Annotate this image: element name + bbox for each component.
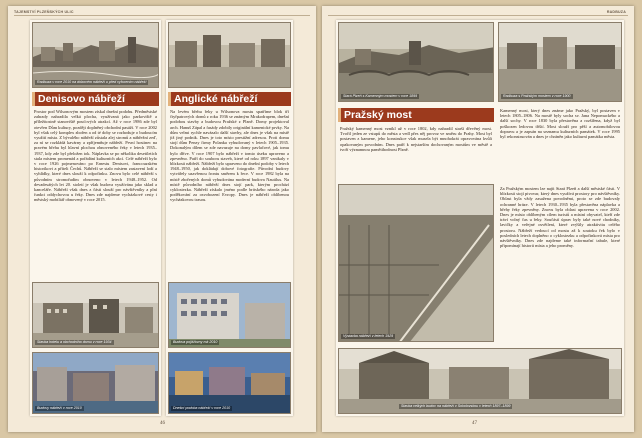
photo-embankment-today (168, 352, 291, 414)
running-header: RADBUZA (606, 10, 626, 14)
photo-radbuza-bridge (498, 22, 622, 102)
photo-caption: Radbuza v roce 2010 na dobovém nábřeží u před vyfocením nábřeží (37, 80, 147, 85)
photo-historic-embankment (168, 22, 291, 88)
header-rule (328, 15, 628, 16)
photo-embankment-construction (338, 184, 494, 342)
photo-caption: Stará Plzeň s Kamenným mostem v roce 1899 (343, 94, 418, 99)
right-page (322, 6, 634, 432)
article-body: Na levém břehu řeky u Wilsonova mostu spatříme blok tří čtyřpatrových domů z roku 1936 se známým Mrakodrapem, dnešní podobou stavby a budovou Pražské z Plzně. Domy projektoval arch. Hanuš Zápal a fasády zdobily originální kamenické prvky. Na dům velmi rychle navázalo další stavby, ale dnes je však na místě již jiný podnik. Dnes je toto místo prestižní adresou. Proti domu stojí dům Penzy firmy Polanka vybudovaný v letech 1905–1935. Dokonalým dílem se zde navazuje na domy pavlačové, jak tomu bylo dříve. V roce 1907 bylo nábřeží v tomto úseku upraveno a zpevněno. Patří do souboru staveb, které od roku 1897 vznikaly v blízkosti nábřeží. Nábřeží bylo upraveno do dnešní podoby v letech 1948–1950, jak dokládají dobové fotografie. Původní budovy vytvářely uzavřenou frontu směrem k řece. V roce 1982 byla na místě zbořených domů vybudována moderní budova Nautilus. Na místě původního nábřeží dnes stojí park, kterým prochází cyklostezka. Nábřeží získalo jméno podle britského národa jako poděkování za osvobození Evropy. Dnes je nábřeží oblíbenou vycházkovou trasou. (170, 109, 289, 203)
section-heading (338, 108, 494, 122)
photo-caption: Dnešní podoba nábřeží v roce 2010 (173, 406, 231, 411)
photo-caption: Stavba velkých budov na nábřeží v Sokolovskou v letech 1897–1899 (401, 404, 511, 409)
photo-caption: Radbuza s Pražským mostem v roce 1900 (503, 94, 571, 99)
section-heading (32, 92, 159, 106)
heading-text: Pražský most (344, 109, 412, 121)
photo-historic-buildings (338, 348, 622, 414)
section-heading (168, 92, 291, 106)
photo-riverside-buildings (32, 352, 159, 414)
photo-old-plzen-bridge (338, 22, 494, 102)
heading-text: Anglické nábřeží (174, 93, 258, 105)
article-body: Prostor pod Wilsonovým mostem získal dnešní podobu. Předměstské zahrady nahradila velká plocha, využívaná jako parkoviště a příležitostně stanoviště pouťových atrakcí. Až v roce 1986 zde byl otevřen Dům kultury, později doplněný obchodní pasáží. V roce 2002 byl však celý komplex zbořen a od té doby se rozhoduje o budoucím využití místa. Z bývalého nábřeží zůstala alej stromů a nábřežní zeď, za ní se rozkládá kavárny a zpříjemňuje nábřeží. První hostinec na pravém břehu byl hlavní plochou obnoveného řeky v letech 1935–1937, kdy zde byl přeložen tok. Náplavka se po několika desetiletích stala místem promenád a pořádání kulturních akcí. Celé nábřeží bylo v roce 1926 pojmenováno po Ernestu Denisovi, francouzském historikovi a příteli Čechů. Nábřeží se stalo místem zastavení lodí a vyhlídky, které dnes slouží k odpočinku. Znovu bylo celé nábřeží s původním stromořadím obnoveno v letech 1948–1952. Od devadesátých let 20. století je však budova využívána jako sklad a kanceláře. Nábřeží však dnes z části slouží pro návštěvníky a plní funkci oddychovou u řeky. Dnes zde najdeme vycházkové cesty i městský mobiliář obnovený v roce 2015. (34, 109, 157, 203)
photo-hotel-construction (32, 282, 159, 348)
left-page (8, 6, 316, 432)
page-number: 47 (472, 421, 477, 426)
heading-text: Denisovo nábřeží (38, 93, 125, 105)
header-rule (14, 15, 310, 16)
photo-insurance-building (168, 282, 291, 348)
running-header: TAJEMSTVÍ PLZEŇSKÝCH ULIC (14, 10, 74, 14)
article-column-denisovo (30, 20, 161, 416)
article-body-right-mid: Za Pražským mostem lze najít Stará Plzeň a další městské části. V blízkosti stojí pivovar, který dnes využívá prostory pro návštěvníky. Oblast byla vždy zasažena povodněmi, proto se zde budovaly ochranné hráze. V letech 1930–1935 byla přestavěna náplavka a břehy řeky zpevněny. Znovu byla oblast upravena v roce 2002. Dnes je místo oblíbeným cílem turistů a místní obyvatel, kteří zde tráví volný čas u řeky. Součástí úprav byly také nové chodníky, lavičky a veřejné osvětlení, které zvýšily atraktivitu celého prostoru. Nábřeží vedoucí od mostu až k soutoku řek bylo v posledních letech doplněno o cyklostezku a odpočinková místa pro návštěvníky. Dnes zde najdeme také informační tabule, které připomínají historii místa a jeho proměny. (500, 186, 620, 249)
page-number: 46 (160, 421, 165, 426)
photo-caption: Budovy nábřeží v roce 2010 (37, 406, 82, 411)
photo-caption: Budova pojišťovny rok 2010 (173, 340, 218, 345)
photo-caption: Výstavba nábřeží v letech 1929 (343, 334, 394, 339)
photo-caption: Stavba hotelu a obchodního domu v roce 1934 (37, 340, 112, 345)
article-body-right-top: Kamenný most, který dnes známe jako Pražský, byl postaven v letech 1805–1806. Na mostě byly socha sv. Jana Nepomuckého a další sochy. V roce 1830 byla přestavěna a rozšířena, když byl poškozen ledovou tříští. Most slouží pro pěší a automobilovou dopravu a je zapsán na seznamu kulturních památek. V roce 1995 byl rekonstruován a dnes je chráněn jako kulturní památka města. (500, 108, 620, 140)
article-body-left: Pražský kamenný most vznikl už v roce 1802, kdy nahradil starší dřevěný most. Tvořil jeden ze vstupů do města a vedl přes něj provoz ve směru do Prahy. Most byl postaven z kamene, jeho konstrukce však musela být mnohokrát opravována kvůli opakovaným povodním. Dnes patří k nejstarším dochovaným mostům ve městě a tvoří významnou pamětihodnost Plzně. (340, 126, 492, 152)
photo-historic-riverbank (32, 22, 159, 88)
article-column-prazsky (336, 20, 624, 416)
article-column-anglicke (166, 20, 293, 416)
